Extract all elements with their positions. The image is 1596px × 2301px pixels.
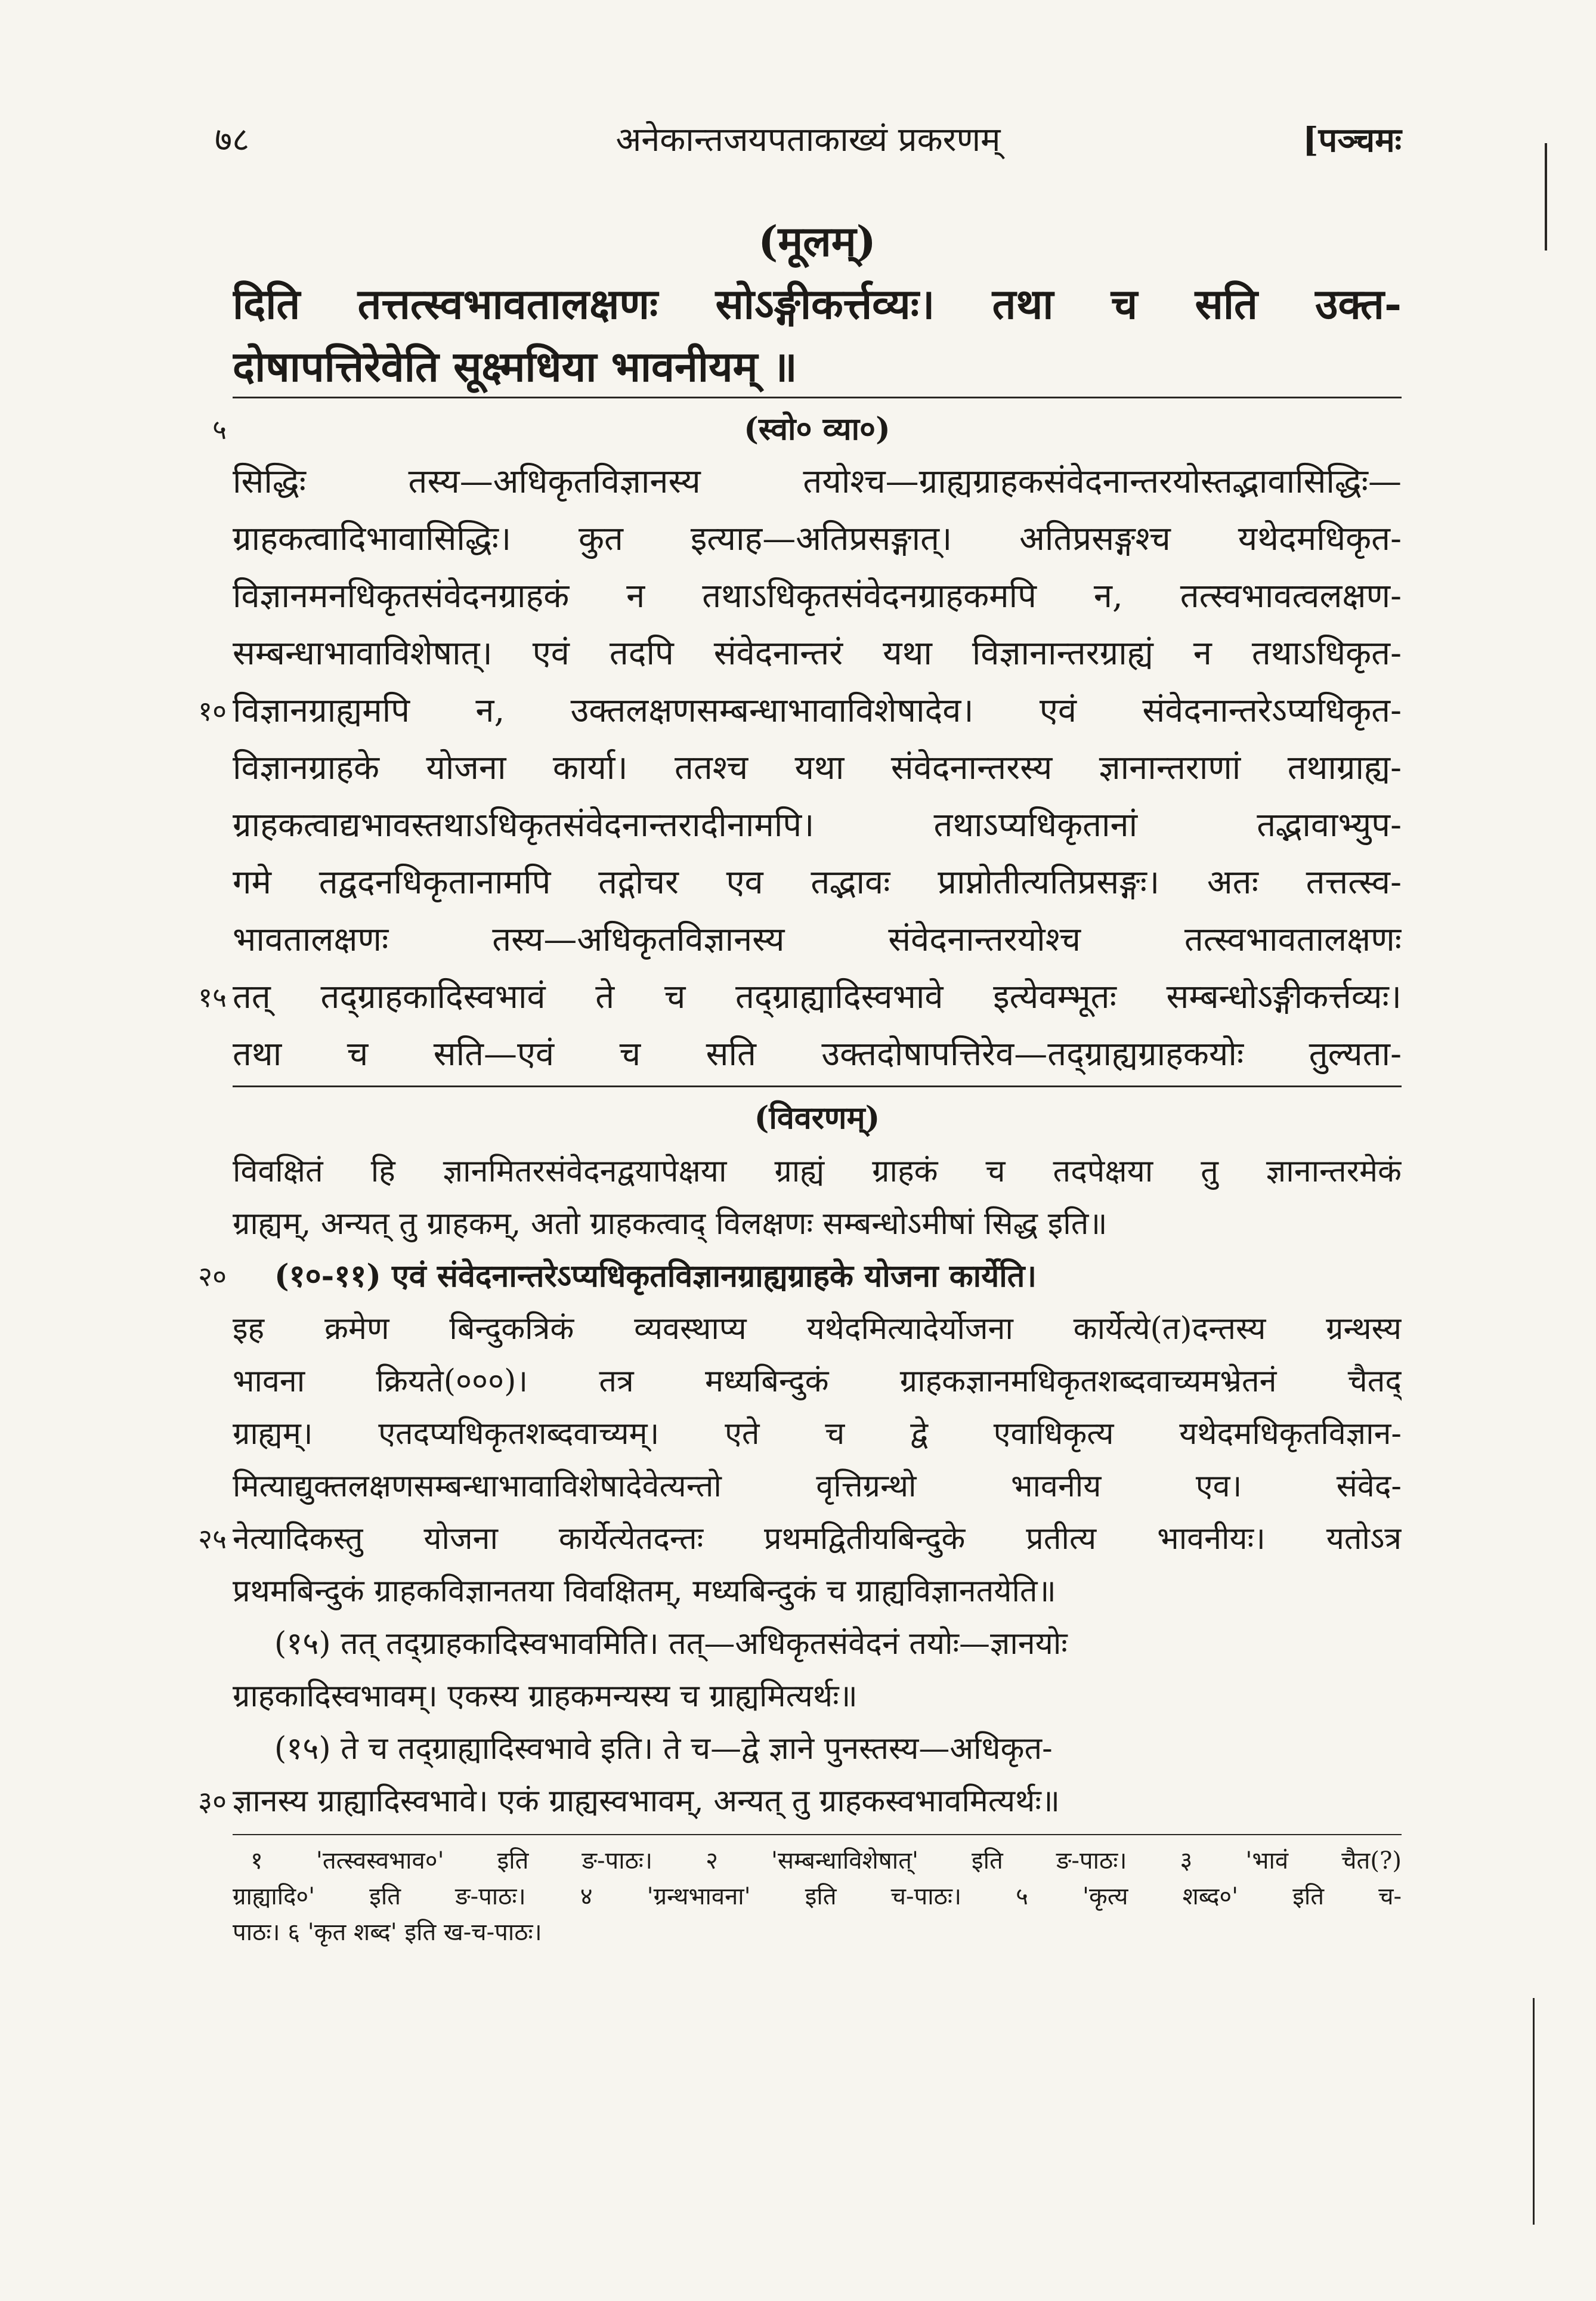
commentary-line: विज्ञानमनधिकृतसंवेदनग्राहकं न तथाऽधिकृतसंवेदनग्राहकमपि न, तत्स्वभावत्वलक्षण- bbox=[233, 577, 1402, 616]
line-number: १५ bbox=[198, 981, 227, 1013]
vivarana-line: ग्राह्यम्, अन्यत् तु ग्राहकम्, अतो ग्राहकत्वाद् विलक्षणः सम्बन्धोऽमीषां सिद्ध इति॥ bbox=[233, 1206, 1108, 1242]
page-header bbox=[215, 113, 1402, 167]
vivarana-line: ग्राह्यम्। एतदप्यधिकृतशब्दवाच्यम्। एते च द्वे एवाधिकृत्य यथेदमधिकृतविज्ञान- bbox=[233, 1416, 1402, 1452]
vivarana-line: (१०-११) एवं संवेदनान्तरेऽप्यधिकृतविज्ञानग्राह्यग्राहके योजना कार्येति। bbox=[274, 1258, 1037, 1294]
mula-line: दोषापत्तिरेवेति सूक्ष्मधिया भावनीयम् ॥ bbox=[233, 342, 797, 391]
vivarana-line: (१५) तत् तद्ग्राहकादिस्वभावमिति। तत्—अधिकृतसंवेदनं तयोः—ज्ञानयोः bbox=[274, 1626, 1068, 1662]
vivarana-line: ज्ञानस्य ग्राह्यादिस्वभावे। एकं ग्राह्यस्वभावम्, अन्यत् तु ग्राहकस्वभावमित्यर्थः॥ bbox=[233, 1783, 1060, 1819]
page-number: ७८ bbox=[215, 120, 250, 159]
vivarana-heading: (विवरणम्) bbox=[754, 1100, 880, 1136]
footnote-line: पाठः। ६ 'कृत शब्द' इति ख-च-पाठः। bbox=[233, 1919, 542, 1946]
vivarana-line: नेत्यादिकस्तु योजना कार्येत्येतदन्तः प्रथमद्वितीयबिन्दुके प्रतीत्य भावनीयः। यतोऽत्र bbox=[233, 1521, 1402, 1557]
commentary-line: तत् तद्ग्राहकादिस्वभावं ते च तद्ग्राह्यादिस्वभावे इत्येवम्भूतः सम्बन्धोऽङ्गीकर्त्तव्यः। bbox=[233, 978, 1402, 1016]
vivarana-line: मित्याद्युक्तलक्षणसम्बन्धाभावाविशेषादेवेत्यन्तो वृत्तिग्रन्थो भावनीय एव। संवेद- bbox=[233, 1468, 1402, 1504]
commentary-line: गमे तद्वदनधिकृतानामपि तद्गोचर एव तद्भावः प्राप्नोतीत्यतिप्रसङ्गः। अतः तत्तत्स्व- bbox=[233, 863, 1402, 902]
vivarana-line: ग्राहकादिस्वभावम्। एकस्य ग्राहकमन्यस्य च ग्राह्यमित्यर्थः॥ bbox=[233, 1678, 858, 1714]
commentary-line: सम्बन्धाभावाविशेषात्। एवं तदपि संवेदनान्तरं यथा विज्ञानान्तरग्राह्यं न तथाऽधिकृत- bbox=[233, 634, 1402, 673]
commentary-line: ग्राहकत्वाद्यभावस्तथाऽधिकृतसंवेदनान्तरादीनामपि। तथाऽप्यधिकृतानां तद्भावाभ्युप- bbox=[233, 806, 1402, 845]
running-title: अनेकान्तजयपताकाख्यं प्रकरणम् bbox=[615, 120, 1001, 159]
commentary-line: सिद्धिः तस्य—अधिकृतविज्ञानस्य तयोश्च—ग्राह्यग्राहकसंवेदनान्तरयोस्तद्भावासिद्धिः— bbox=[233, 462, 1402, 501]
mula-heading: (मूलम्) bbox=[758, 217, 876, 266]
divider bbox=[233, 397, 1402, 398]
footnote-divider bbox=[233, 1834, 1402, 1835]
scan-edge-mark bbox=[1533, 1998, 1535, 2225]
line-number: ३० bbox=[198, 1785, 227, 1817]
section-marker: [पञ्चमः bbox=[1303, 120, 1402, 160]
vivarana-line: (१५) ते च तद्ग्राह्यादिस्वभावे इति। ते च—द्वे ज्ञाने पुनस्तस्य—अधिकृत- bbox=[274, 1731, 1053, 1767]
divider bbox=[233, 1085, 1402, 1087]
footnote-line: ग्राह्यादि०' इति ङ-पाठः। ४ 'ग्रन्थभावना' इति च-पाठः। ५ 'कृत्य शब्द०' इति च- bbox=[233, 1883, 1402, 1910]
commentary-line: भावतालक्षणः तस्य—अधिकृतविज्ञानस्य संवेदनान्तरयोश्च तत्स्वभावतालक्षणः bbox=[233, 920, 1402, 959]
vivarana-line: विवक्षितं हि ज्ञानमितरसंवेदनद्वयापेक्षया ग्राह्यं ग्राहकं च तदपेक्षया तु ज्ञानान्तरमेकं bbox=[233, 1153, 1402, 1189]
commentary-line: तथा च सति—एवं च सति उक्तदोषापत्तिरेव—तद्ग्राह्यग्राहकयोः तुल्यता- bbox=[233, 1035, 1402, 1074]
commentary-line: ग्राहकत्वादिभावासिद्धिः। कुत इत्याह—अतिप्रसङ्गात्। अतिप्रसङ्गश्च यथेदमधिकृत- bbox=[233, 519, 1402, 558]
vivarana-line: इह क्रमेण बिन्दुकत्रिकं व्यवस्थाप्य यथेदमित्यादेर्योजना कार्येत्ये(त)दन्तस्य ग्रन्थस्य bbox=[233, 1311, 1402, 1347]
scan-edge-mark bbox=[1545, 143, 1547, 250]
vivarana-line: प्रथमबिन्दुकं ग्राहकविज्ञानतया विवक्षितम्, मध्यबिन्दुकं च ग्राह्यविज्ञानतयेति॥ bbox=[233, 1573, 1056, 1609]
commentary-line: विज्ञानग्राह्यमपि न, उक्तलक्षणसम्बन्धाभावाविशेषादेव। एवं संवेदनान्तरेऽप्यधिकृत- bbox=[233, 691, 1402, 730]
commentary-line: विज्ञानग्राहके योजना कार्या। ततश्च यथा संवेदनान्तरस्य ज्ञानान्तराणां तथाग्राह्य- bbox=[233, 749, 1402, 787]
commentary-heading: (स्वो० व्या०) bbox=[744, 411, 890, 447]
footnote-line: १ 'तत्स्वस्वभाव०' इति ङ-पाठः। २ 'सम्बन्धाविशेषात्' इति ङ-पाठः। ३ 'भावं चैत(?) bbox=[250, 1847, 1402, 1875]
vivarana-line: भावना क्रियते(०००)। तत्र मध्यबिन्दुकं ग्राहकज्ञानमधिकृतशब्दवाच्यमभ्रेतनं चैतद् bbox=[233, 1363, 1402, 1399]
line-number: ५ bbox=[212, 413, 227, 446]
line-number: २५ bbox=[198, 1523, 227, 1555]
mula-line: दिति तत्तत्स्वभावतालक्षणः सोऽङ्गीकर्त्तव्यः। तथा च सति उक्त- bbox=[233, 279, 1402, 329]
line-number: १० bbox=[198, 695, 227, 727]
line-number: २० bbox=[198, 1260, 227, 1292]
